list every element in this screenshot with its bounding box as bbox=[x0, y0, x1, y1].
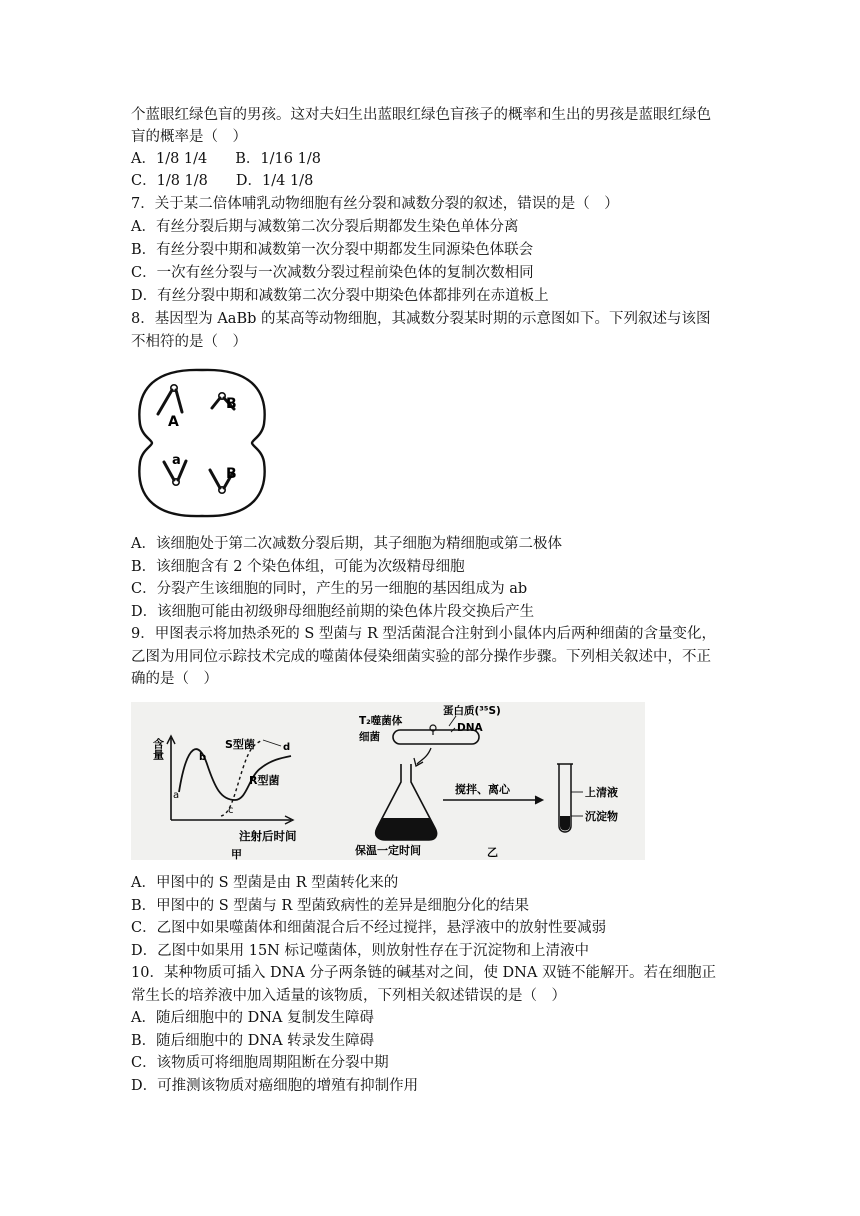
cell-division-figure bbox=[130, 364, 275, 522]
q9-option-d: D．乙图中如果用 15N 标记噬菌体，则放射性存在于沉淀物和上清液中 bbox=[131, 943, 589, 959]
protein-pointer bbox=[449, 716, 456, 726]
r-curve-label: R型菌 bbox=[249, 774, 280, 787]
q9-option-c: C．乙图中如果噬菌体和细菌混合后不经过搅拌，悬浮液中的放射性要减弱 bbox=[131, 920, 607, 936]
q10-option-d: D．可推测该物质对癌细胞的增殖有抑制作用 bbox=[131, 1078, 419, 1094]
cell-membrane bbox=[139, 370, 264, 516]
stir-label: 搅拌、离心 bbox=[455, 783, 510, 796]
q7-option-b: B．有丝分裂中期和减数第一次分裂中期都发生同源染色体联会 bbox=[131, 242, 534, 258]
q9-option-a: A．甲图中的 S 型菌是由 R 型菌转化来的 bbox=[131, 875, 399, 891]
panel-label-yi: 乙 bbox=[487, 846, 498, 859]
q10-option-b: B．随后细胞中的 DNA 转录发生障碍 bbox=[131, 1033, 375, 1049]
q8-option-d: D．该细胞可能由初级卵母细胞经前期的染色体片段交换后产生 bbox=[131, 604, 535, 620]
q8-stem-line1: 8．基因型为 AaBb 的某高等动物细胞，其减数分裂某时期的示意图如下。下列叙述与该图 bbox=[131, 311, 711, 327]
flask-liquid bbox=[376, 818, 437, 840]
precipitate-label: 沉淀物 bbox=[585, 810, 618, 823]
bacteria-experiment-figure bbox=[131, 702, 645, 860]
process-arrowhead bbox=[535, 796, 543, 804]
q9-stem-line1: 9．甲图表示将加热杀死的 S 型菌与 R 型活菌混合注射到小鼠体内后两种细菌的含量变化， bbox=[131, 626, 717, 642]
chromosome-top-left-2 bbox=[176, 390, 182, 412]
q8-stem-line2: 不相符的是（ ） bbox=[131, 334, 247, 350]
point-c: c bbox=[228, 805, 234, 816]
s-curve-label: S型菌 bbox=[225, 738, 255, 751]
phage-label: T₂噬菌体 bbox=[359, 715, 403, 727]
graph-jia bbox=[152, 736, 297, 860]
chromosome-bottom-right-1 bbox=[210, 470, 220, 488]
q7-option-c: C．一次有丝分裂与一次减数分裂过程前染色体的复制次数相同 bbox=[131, 265, 534, 281]
q8-option-c: C．分裂产生该细胞的同时，产生的另一细胞的基因组成为 ab bbox=[131, 581, 528, 597]
q10-stem-line1: 10．某种物质可插入 DNA 分子两条链的碱基对之间，使 DNA 双链不能解开。若在细胞正 bbox=[131, 965, 716, 981]
q9-option-b: B．甲图中的 S 型菌与 R 型菌致病性的差异是细胞分化的结果 bbox=[131, 898, 529, 914]
q6-option-d: D．1/4 1/8 bbox=[235, 173, 314, 189]
q7-option-d: D．有丝分裂中期和减数第二次分裂中期染色体都排列在赤道板上 bbox=[131, 288, 549, 304]
q6-option-c: C．1/8 1/8 bbox=[131, 173, 208, 189]
supernatant-label: 上清液 bbox=[585, 786, 618, 799]
incubate-label: 保温一定时间 bbox=[355, 844, 421, 857]
chromosome-top-right-1 bbox=[212, 398, 220, 408]
panel-label-jia: 甲 bbox=[231, 848, 242, 860]
q6-option-b: B．1/16 1/8 bbox=[235, 151, 321, 167]
gene-label-a: a bbox=[172, 453, 181, 468]
y-axis-label: 含量 bbox=[151, 738, 165, 760]
diagram-yi bbox=[355, 704, 618, 859]
q7-stem: 7．关于某二倍体哺乳动物细胞有丝分裂和减数分裂的叙述，错误的是（ ） bbox=[131, 196, 619, 212]
protein-label: 蛋白质(³⁵S) bbox=[443, 705, 501, 717]
q10-option-a: A．随后细胞中的 DNA 复制发生障碍 bbox=[131, 1010, 374, 1026]
bacteria-label: 细菌 bbox=[359, 731, 380, 743]
q6-option-a: A．1/8 1/4 bbox=[131, 151, 208, 167]
q8-option-b: B．该细胞含有 2 个染色体组，可能为次级精母细胞 bbox=[131, 559, 465, 575]
chromosome-top-left-1 bbox=[158, 390, 172, 414]
test-tube-sediment bbox=[560, 816, 570, 831]
q8-option-a: A．该细胞处于第二次减数分裂后期，其子细胞为精细胞或第二极体 bbox=[131, 536, 562, 552]
q7-option-a: A．有丝分裂后期与减数第二次分裂后期都发生染色单体分离 bbox=[131, 219, 519, 235]
dna-label: DNA bbox=[457, 722, 483, 734]
q9-stem-line2: 乙图为用同位示踪技术完成的噬菌体侵染细菌实验的部分操作步骤。下列相关叙述中，不正 bbox=[131, 649, 711, 665]
d-pointer bbox=[263, 740, 281, 746]
gene-label-B-bottom: B bbox=[226, 466, 237, 482]
q6-options-row2 bbox=[131, 170, 313, 192]
gene-label-B-top: B bbox=[226, 396, 237, 412]
q6-stem-line2: 盲的概率是（ ） bbox=[131, 129, 247, 145]
q9-stem-line3: 确的是（ ） bbox=[131, 671, 218, 687]
transfer-arrow bbox=[417, 748, 431, 764]
q10-option-c: C．该物质可将细胞周期阻断在分裂中期 bbox=[131, 1055, 389, 1071]
point-a: a bbox=[173, 790, 180, 801]
q6-stem-line1: 个蓝眼红绿色盲的男孩。这对夫妇生出蓝眼红绿色盲孩子的概率和生出的男孩是蓝眼红绿色 bbox=[131, 107, 711, 123]
q6-options-row1 bbox=[131, 148, 321, 170]
point-d: d bbox=[283, 742, 291, 753]
point-b: b bbox=[199, 752, 207, 763]
x-axis-label: 注射后时间 bbox=[239, 829, 297, 843]
q10-stem-line2: 常生长的培养液中加入适量的该物质，下列相关叙述错误的是（ ） bbox=[131, 988, 566, 1004]
gene-label-A: A bbox=[168, 414, 179, 430]
